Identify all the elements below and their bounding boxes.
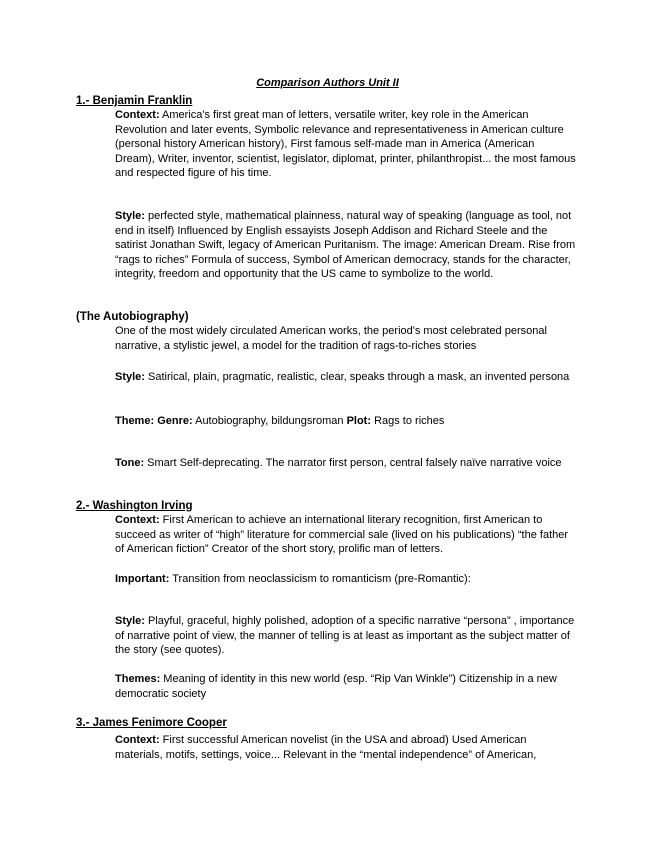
context-text: First American to achieve an international literary recognition, first American to succeed as writer of “high” literature for commercial sale (lived on his publications) “the father of American fiction” Creator of the short story, prolific man of letters.: [115, 514, 569, 556]
theme-label: Theme:: [115, 415, 155, 427]
tone-label: Tone:: [115, 457, 145, 469]
style-label: Style:: [115, 371, 145, 383]
context-label: Context:: [115, 109, 160, 121]
plot-text: Rags to riches: [371, 415, 445, 427]
irving-themes-paragraph: [115, 672, 577, 701]
important-label: Important:: [115, 573, 170, 585]
autobiography-tone-paragraph: [115, 456, 577, 471]
style-text: perfected style, mathematical plainness, natural way of speaking (language as tool, not end in itself) Influenced by English essayists Joseph Addison and Richard Steele and the satirist Jonathan Swift, legacy of American Puritanism. The image: American Dream. Rise from “rags to riches” Formula of success, Symbol of American democracy, stands for the character, integrity, freedom and opportunity that the US came to symbolize to the world.: [115, 210, 576, 281]
autobiography-style-paragraph: [115, 370, 577, 385]
franklin-context-paragraph: [115, 108, 577, 181]
irving-context-paragraph: [115, 513, 577, 557]
context-text: First successful American novelist (in the USA and abroad) Used American materials, motifs, settings, voice... Relevant in the “mental independence” of American,: [115, 734, 537, 761]
genre-text: Autobiography, bildungsroman: [192, 415, 347, 427]
context-label: Context:: [115, 734, 160, 746]
style-label: Style:: [115, 210, 145, 222]
section-heading-irving: 2.- Washington Irving: [76, 500, 193, 512]
page-title: Comparison Authors Unit II: [256, 77, 399, 89]
cooper-context-paragraph: [115, 733, 577, 762]
autobiography-theme-paragraph: [115, 414, 577, 429]
irving-important-paragraph: [115, 572, 577, 587]
style-text: Playful, graceful, highly polished, adoption of a specific narrative “persona” , importance of narrative point of view, the manner of telling is at least as important as the subject matter of the story (see quotes).: [115, 615, 575, 657]
context-label: Context:: [115, 514, 160, 526]
section-heading-franklin: 1.- Benjamin Franklin: [76, 95, 193, 107]
genre-label: Genre:: [157, 415, 193, 427]
irving-style-paragraph: [115, 614, 577, 658]
section-heading-cooper: 3.- James Fenimore Cooper: [76, 717, 227, 729]
autobiography-intro-paragraph: One of the most widely circulated American works, the period's most celebrated personal narrative, a stylistic jewel, a model for the tradition of rags-to-riches stories: [115, 325, 547, 352]
context-text: America's first great man of letters, versatile writer, key role in the American Revolution and later events, Symbolic relevance and representativeness in American culture (personal history American history), First famous self-made man in America (American Dream), Writer, inventor, scientist, legislator, diplomat, printer, philanthropist... the most famous and respected figure of his time.: [115, 109, 576, 180]
important-text: Transition from neoclassicism to romanticism (pre-Romantic):: [169, 573, 471, 585]
themes-text: Meaning of identity in this new world (esp. “Rip Van Winkle”) Citizenship in a new democratic society: [115, 673, 557, 700]
style-label: Style:: [115, 615, 145, 627]
franklin-style-paragraph: [115, 209, 577, 282]
themes-label: Themes:: [115, 673, 161, 685]
tone-text: Smart Self-deprecating. The narrator first person, central falsely naïve narrative voice: [144, 457, 562, 469]
section-heading-autobiography: (The Autobiography): [76, 311, 189, 323]
plot-label: Plot:: [346, 415, 372, 427]
style-text: Satirical, plain, pragmatic, realistic, clear, speaks through a mask, an invented persona: [144, 371, 570, 383]
